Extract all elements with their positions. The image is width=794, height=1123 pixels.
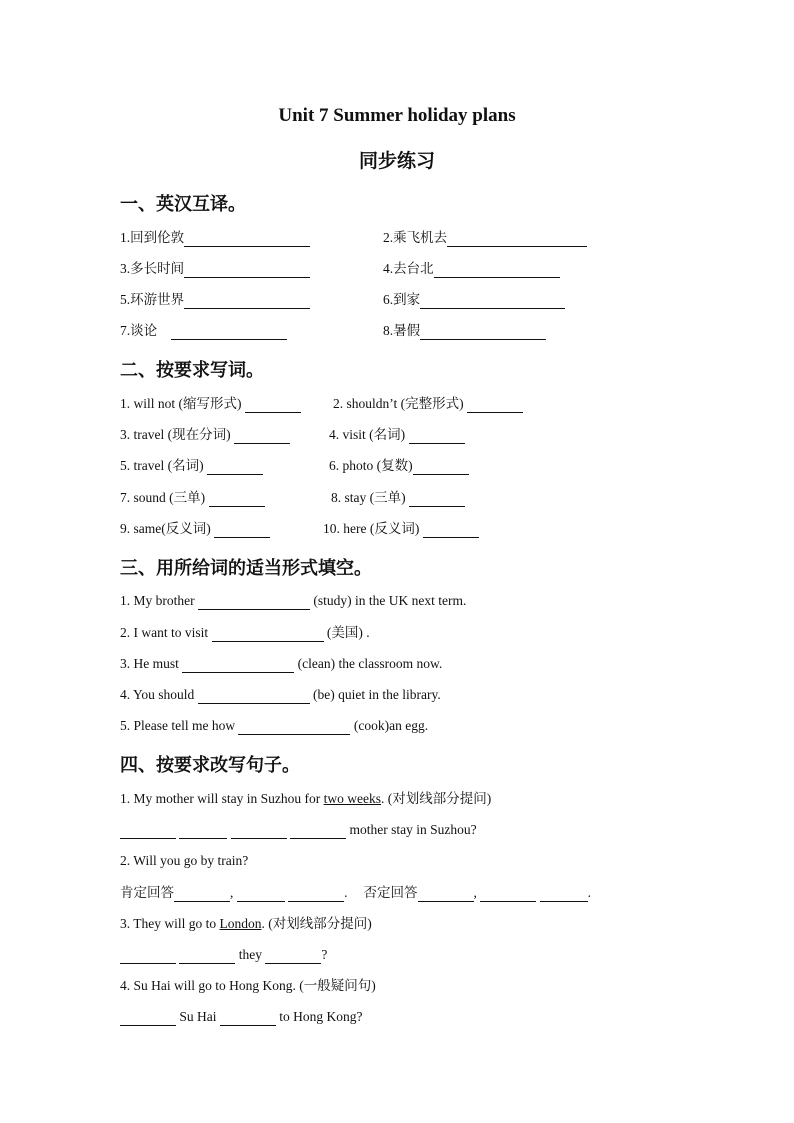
- exercise-item: [120, 624, 370, 642]
- exercise-item: [383, 291, 565, 309]
- answer-blank[interactable]: [447, 232, 587, 247]
- exercise-item: [383, 229, 587, 247]
- answer-line: [120, 884, 591, 902]
- question-text: 3. travel (现在分词): [120, 427, 231, 442]
- question-text: 3.多长时间: [120, 261, 185, 276]
- question-text: 7. sound (三单): [120, 490, 206, 505]
- exercise-item: [120, 915, 372, 933]
- question-text: 4. You should: [120, 687, 195, 702]
- section-heading-1: 一、英汉互译。: [120, 194, 246, 215]
- answer-blank[interactable]: [214, 523, 270, 538]
- question-hint: (be) quiet in the library.: [313, 687, 441, 702]
- question-text: 8. stay (三单): [331, 490, 406, 505]
- exercise-item: [120, 229, 310, 247]
- question-hint: . (对划线部分提问): [261, 916, 372, 931]
- answer-blank[interactable]: [120, 949, 176, 964]
- answer-blank[interactable]: [182, 658, 294, 673]
- question-hint: (cook)an egg.: [353, 718, 429, 733]
- answer-blank[interactable]: [184, 294, 310, 309]
- question-text: 6. photo (复数): [329, 458, 413, 473]
- question-text: 2. shouldn’t (完整形式): [333, 396, 464, 411]
- punctuation: .: [587, 885, 591, 900]
- answer-blank[interactable]: [179, 949, 235, 964]
- exercise-item: [120, 260, 310, 278]
- answer-text: ?: [321, 947, 328, 962]
- underlined-phrase: two weeks: [323, 791, 381, 806]
- exercise-item: [120, 852, 248, 870]
- question-hint: (美国) .: [326, 625, 370, 640]
- exercise-item: [120, 790, 491, 808]
- answer-blank[interactable]: [467, 398, 523, 413]
- question-text: 2. Will you go by train?: [120, 853, 249, 868]
- exercise-item: [120, 489, 265, 507]
- answer-line: [120, 946, 327, 964]
- exercise-item: [120, 592, 466, 610]
- question-text: 2.乘飞机去: [383, 230, 448, 245]
- answer-text: mother stay in Suzhou?: [349, 822, 477, 837]
- exercise-item: [120, 322, 287, 340]
- answer-blank[interactable]: [288, 887, 344, 902]
- question-text: 1.回到伦敦: [120, 230, 185, 245]
- punctuation: ,: [230, 885, 234, 900]
- answer-blank[interactable]: [120, 1011, 176, 1026]
- section-heading-4: 四、按要求改写句子。: [120, 755, 300, 776]
- answer-blank[interactable]: [540, 887, 588, 902]
- question-text: 3. They will go to: [120, 916, 220, 931]
- answer-blank[interactable]: [198, 689, 310, 704]
- exercise-item: [329, 457, 469, 475]
- question-text: 5. Please tell me how: [120, 718, 236, 733]
- exercise-item: [383, 260, 560, 278]
- question-text: 6.到家: [383, 292, 421, 307]
- question-text: 5.环游世界: [120, 292, 185, 307]
- question-text: 3. He must: [120, 656, 179, 671]
- question-text: 5. travel (名词): [120, 458, 204, 473]
- question-text: 4.去台北: [383, 261, 434, 276]
- answer-blank[interactable]: [265, 949, 321, 964]
- answer-blank[interactable]: [209, 492, 265, 507]
- answer-blank[interactable]: [238, 720, 350, 735]
- answer-blank[interactable]: [434, 263, 560, 278]
- question-text: 4. Su Hai will go to Hong Kong. (一般疑问句): [120, 978, 376, 993]
- question-text: 10. here (反义词): [323, 521, 420, 536]
- answer-blank[interactable]: [423, 523, 479, 538]
- exercise-item: [120, 395, 301, 413]
- question-text: 4. visit (名词): [329, 427, 406, 442]
- answer-blank[interactable]: [409, 429, 465, 444]
- page-subtitle: 同步练习: [358, 151, 435, 172]
- question-text: 9. same(反义词): [120, 521, 211, 536]
- answer-blank[interactable]: [420, 294, 565, 309]
- question-text: 2. I want to visit: [120, 625, 209, 640]
- question-text: 8.暑假: [383, 323, 421, 338]
- exercise-item: [120, 977, 376, 995]
- answer-blank[interactable]: [290, 824, 346, 839]
- exercise-item: [120, 520, 270, 538]
- exercise-item: [120, 686, 441, 704]
- answer-blank[interactable]: [231, 824, 287, 839]
- exercise-item: [120, 717, 428, 735]
- question-hint: (clean) the classroom now.: [297, 656, 443, 671]
- question-text: 1. My brother: [120, 593, 195, 608]
- punctuation: ,: [473, 885, 477, 900]
- answer-text: to Hong Kong?: [279, 1009, 363, 1024]
- section-heading-2: 二、按要求写词。: [120, 360, 264, 381]
- punctuation: .: [344, 885, 348, 900]
- section-heading-3: 三、用所给词的适当形式填空。: [120, 558, 372, 579]
- exercise-item: [323, 520, 479, 538]
- exercise-item: [329, 426, 465, 444]
- answer-blank[interactable]: [234, 429, 290, 444]
- question-text: 1. will not (缩写形式): [120, 396, 242, 411]
- answer-blank[interactable]: [245, 398, 301, 413]
- question-hint: . (对划线部分提问): [380, 791, 492, 806]
- exercise-item: [120, 655, 442, 673]
- answer-blank[interactable]: [120, 824, 176, 839]
- answer-blank[interactable]: [171, 325, 287, 340]
- answer-text: Su Hai: [179, 1009, 217, 1024]
- answer-blank[interactable]: [418, 887, 474, 902]
- answer-text: they: [238, 947, 262, 962]
- exercise-item: [331, 489, 465, 507]
- page-title: Unit 7 Summer holiday plans: [278, 105, 516, 126]
- question-text: 1. My mother will stay in Suzhou for: [120, 791, 324, 806]
- answer-blank[interactable]: [207, 460, 263, 475]
- exercise-item: [120, 426, 290, 444]
- answer-blank[interactable]: [237, 887, 285, 902]
- exercise-item: [383, 322, 546, 340]
- question-hint: (study) in the UK next term.: [313, 593, 467, 608]
- answer-label-no: 否定回答: [363, 885, 418, 900]
- answer-blank[interactable]: [184, 263, 310, 278]
- answer-line: [120, 821, 477, 839]
- answer-blank[interactable]: [420, 325, 546, 340]
- answer-blank[interactable]: [480, 887, 536, 902]
- answer-blank[interactable]: [184, 232, 310, 247]
- answer-line: [120, 1008, 363, 1026]
- answer-blank[interactable]: [174, 887, 230, 902]
- answer-label-yes: 肯定回答: [120, 885, 174, 900]
- exercise-item: [120, 291, 310, 309]
- answer-blank[interactable]: [179, 824, 227, 839]
- answer-blank[interactable]: [409, 492, 465, 507]
- answer-blank[interactable]: [212, 627, 324, 642]
- underlined-phrase: London: [219, 916, 262, 931]
- answer-blank[interactable]: [220, 1011, 276, 1026]
- exercise-item: [120, 457, 263, 475]
- exercise-item: [333, 395, 523, 413]
- answer-blank[interactable]: [198, 595, 310, 610]
- question-text: 7.谈论: [120, 323, 158, 338]
- answer-blank[interactable]: [413, 460, 469, 475]
